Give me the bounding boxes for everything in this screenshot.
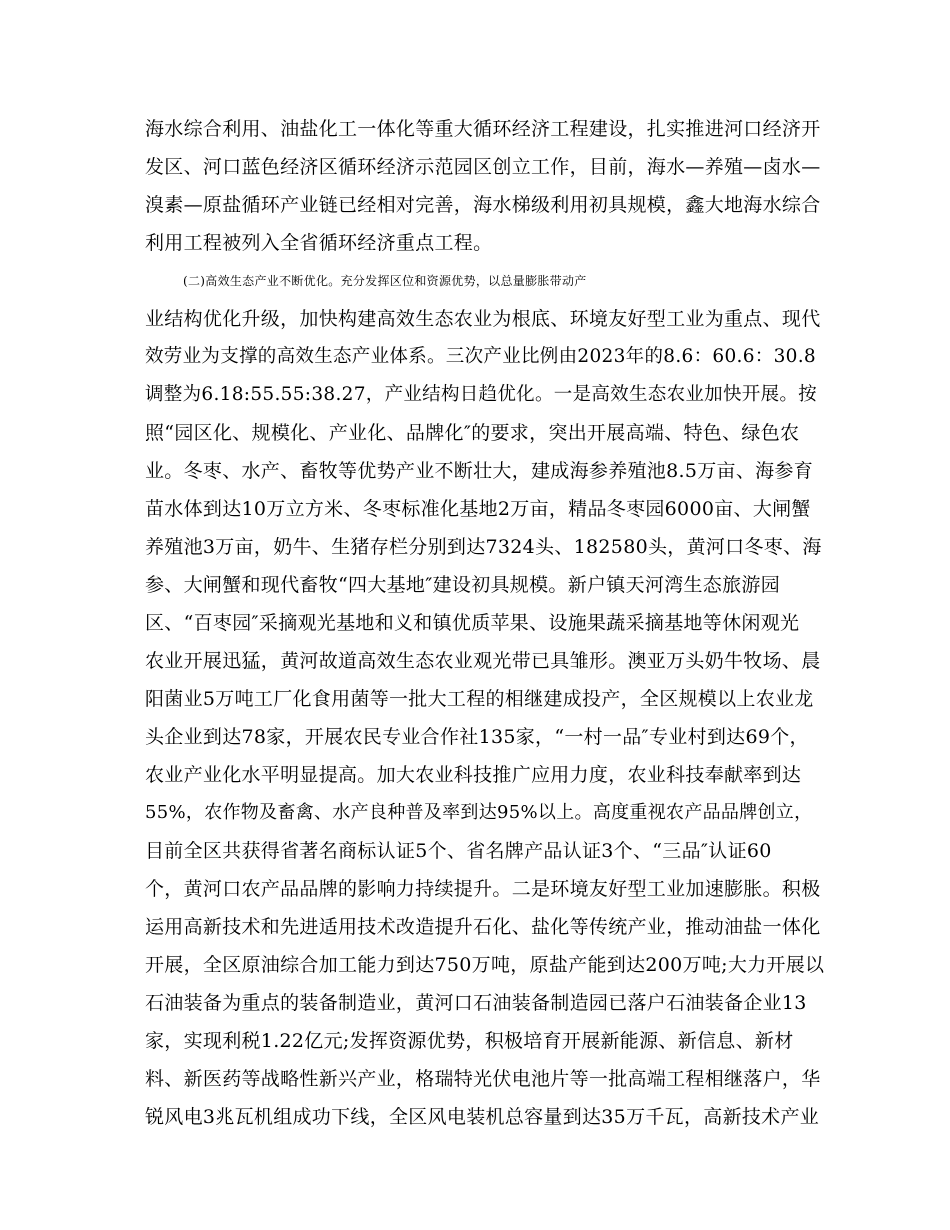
text-line: 业结构优化升级，加快构建高效生态农业为根底、环境友好型工业为重点、现代: [145, 308, 821, 330]
text-line: 55%，农作物及畜禽、水产良种普及率到达95%以上。高度重视农产品品牌创立，: [145, 802, 813, 823]
text-line: 开展，全区原油综合加工能力到达750万吨，原盐产能到达200万吨;大力开展以: [145, 954, 825, 976]
text-line: 苗水体到达10万立方米、冬枣标准化基地2万亩，精品冬枣园6000亩、大闸蟹: [145, 498, 811, 520]
text-line: 效劳业为支撑的高效生态产业体系。三次产业比例由2023年的8.6：60.6：30.8: [145, 346, 816, 367]
text-line: 农业开展迅猛，黄河故道高效生态农业观光带已具雏形。澳亚万头奶牛牧场、晨: [145, 650, 821, 672]
text-line: 家，实现利税1.22亿元;发挥资源优势，积极培育开展新能源、新信息、新材: [145, 1030, 794, 1052]
text-line: 照“园区化、规模化、产业化、品牌化″的要求，突出开展高端、特色、绿色农: [145, 422, 800, 444]
text-line: 阳菌业5万吨工厂化食用菌等一批大工程的相继建成投产，全区规模以上农业龙: [145, 688, 814, 710]
text-line: 目前全区共获得省著名商标认证5个、省名牌产品认证3个、“三品″认证60: [145, 840, 772, 862]
text-line: 溴素—原盐循环产业链已经相对完善，海水梯级利用初具规模，鑫大地海水综合: [145, 194, 821, 216]
text-line: 养殖池3万亩，奶牛、生猪存栏分别到达7324头、182580头，黄河口冬枣、海: [145, 536, 822, 558]
paragraph-start-line: (二)高效生态产业不断优化。充分发挥区位和资源优势，以总量膨胀带动产: [183, 274, 587, 288]
text-line: 石油装备为重点的装备制造业，黄河口石油装备制造园已落户石油装备企业13: [145, 992, 807, 1014]
text-line: 料、新医药等战略性新兴产业，格瑞特光伏电池片等一批高端工程相继落户，华: [145, 1068, 821, 1090]
text-line: 个，黄河口农产品品牌的影响力持续提升。二是环境友好型工业加速膨胀。积极: [145, 878, 821, 900]
text-line: 调整为6.18:55.55:38.27，产业结构日趋优化。一是高效生态农业加快开展。按: [145, 384, 817, 405]
text-line: 参、大闸蟹和现代畜牧“四大基地″建设初具规模。新户镇天河湾生态旅游园: [145, 574, 781, 596]
text-line: 运用高新技术和先进适用技术改造提升石化、盐化等传统产业，推动油盐一体化: [145, 916, 821, 938]
text-line: 业。冬枣、水产、畜牧等优势产业不断壮大，建成海参养殖池8.5万亩、海参育: [145, 460, 814, 482]
text-line: 农业产业化水平明显提高。加大农业科技推广应用力度，农业科技奉献率到达: [145, 764, 802, 786]
text-line: 锐风电3兆瓦机组成功下线，全区风电装机总容量到达35万千瓦，高新技术产业: [145, 1106, 820, 1128]
text-line: 头企业到达78家，开展农民专业合作社135家，“一村一品″专业村到达69个，: [145, 726, 809, 748]
text-line: 海水综合利用、油盐化工一体化等重大循环经济工程建设，扎实推进河口经济开: [145, 118, 821, 140]
text-line: 区、“百枣园″采摘观光基地和义和镇优质苹果、设施果蔬采摘基地等休闲观光: [145, 612, 800, 634]
text-line: 利用工程被列入全省循环经济重点工程。: [145, 232, 493, 254]
text-line: 发区、河口蓝色经济区循环经济示范园区创立工作，目前，海水—养殖—卤水—: [145, 156, 821, 178]
